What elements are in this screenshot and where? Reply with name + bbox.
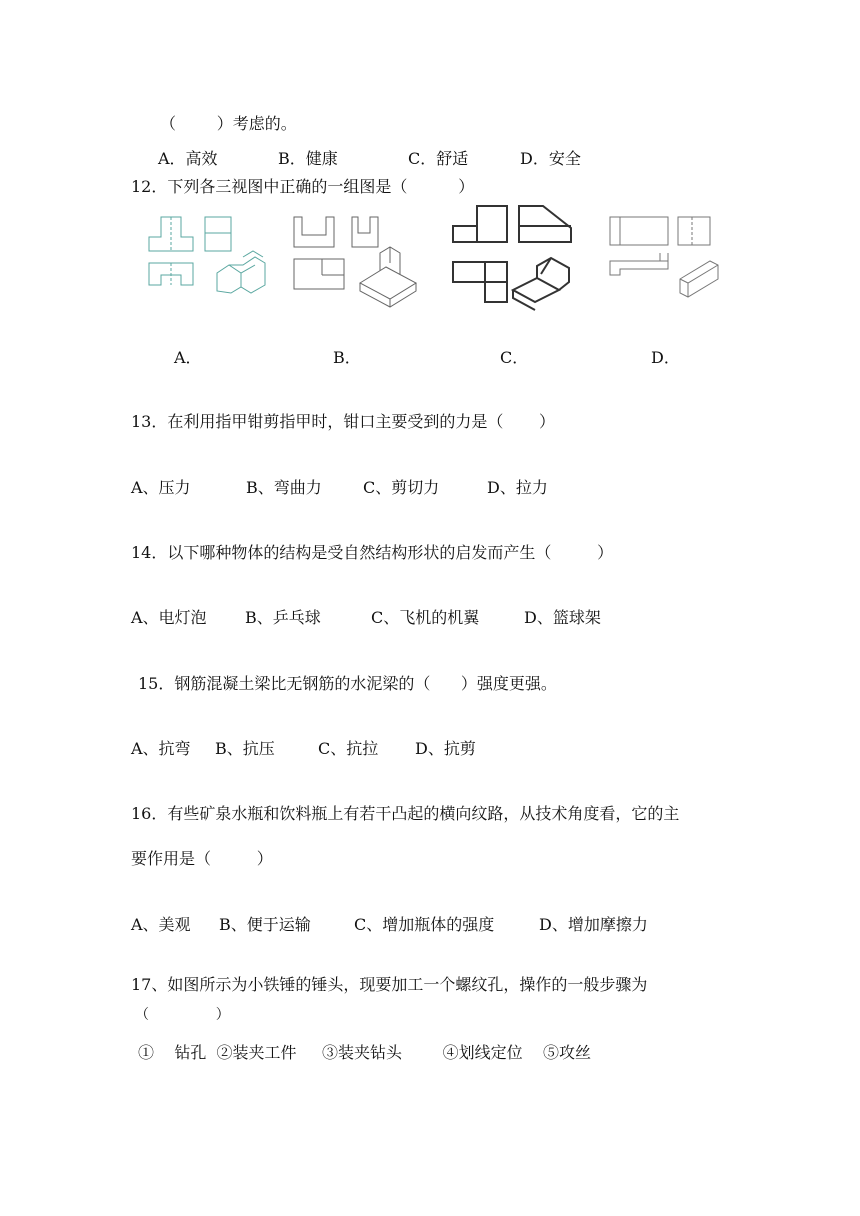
q16-stem-line2: 要作用是（ ） — [131, 849, 273, 868]
q16-option-b: B、便于运输 — [219, 915, 311, 934]
q17-steps: ① 钻孔 ②装夹工件 ③装夹钻头 ④划线定位 ⑤攻丝 — [138, 1043, 591, 1062]
q13-option-a: A、压力 — [131, 478, 191, 497]
q14-stem: 14．以下哪种物体的结构是受自然结构形状的启发而产生（ ） — [131, 543, 614, 562]
q16-stem-line1: 16．有些矿泉水瓶和饮料瓶上有若干凸起的横向纹路，从技术角度看，它的主 — [131, 804, 680, 823]
figure-a-three-view — [145, 213, 270, 307]
q14-option-d: D、篮球架 — [524, 608, 601, 627]
q15-stem: 15．钢筋混凝土梁比无钢筋的水泥梁的（ ）强度更强。 — [138, 674, 557, 693]
q14-option-c: C、飞机的机翼 — [371, 608, 480, 627]
q12-label-c: C． — [500, 348, 529, 367]
q13-option-c: C、剪切力 — [363, 478, 440, 497]
q17-answer-paren: （ ） — [135, 1007, 230, 1023]
q15-option-a: A、抗弯 — [131, 739, 191, 758]
q12-label-b: B． — [333, 348, 361, 367]
q13-stem: 13．在利用指甲钳剪指甲时，钳口主要受到的力是（ ） — [131, 412, 555, 431]
q11-option-d: D．安全 — [520, 149, 581, 168]
q11-option-a: A．高效 — [158, 149, 218, 168]
q11-option-b: B．健康 — [278, 149, 338, 168]
q11-option-c: C．舒适 — [408, 149, 469, 168]
q16-option-c: C、增加瓶体的强度 — [354, 915, 495, 934]
figure-d-three-view — [606, 213, 731, 307]
q14-option-a: A、电灯泡 — [131, 608, 207, 627]
q14-option-b: B、乒乓球 — [245, 608, 321, 627]
q13-option-b: B、弯曲力 — [246, 478, 322, 497]
figure-b-three-view — [290, 213, 425, 307]
q13-option-d: D、拉力 — [487, 478, 548, 497]
figure-c-three-view — [451, 204, 581, 308]
q17-stem: 17、如图所示为小铁锤的锤头，现要加工一个螺纹孔，操作的一般步骤为 — [131, 975, 648, 994]
q11-tail: （ ）考虑的。 — [160, 114, 297, 133]
q15-option-b: B、抗压 — [215, 739, 275, 758]
q15-option-c: C、抗拉 — [318, 739, 379, 758]
q12-stem: 12．下列各三视图中正确的一组图是（ ） — [131, 177, 475, 196]
q16-option-a: A、美观 — [131, 915, 191, 934]
q16-option-d: D、增加摩擦力 — [539, 915, 648, 934]
q12-label-d: D． — [651, 348, 680, 367]
q12-label-a: A． — [174, 348, 202, 367]
q15-option-d: D、抗剪 — [415, 739, 476, 758]
